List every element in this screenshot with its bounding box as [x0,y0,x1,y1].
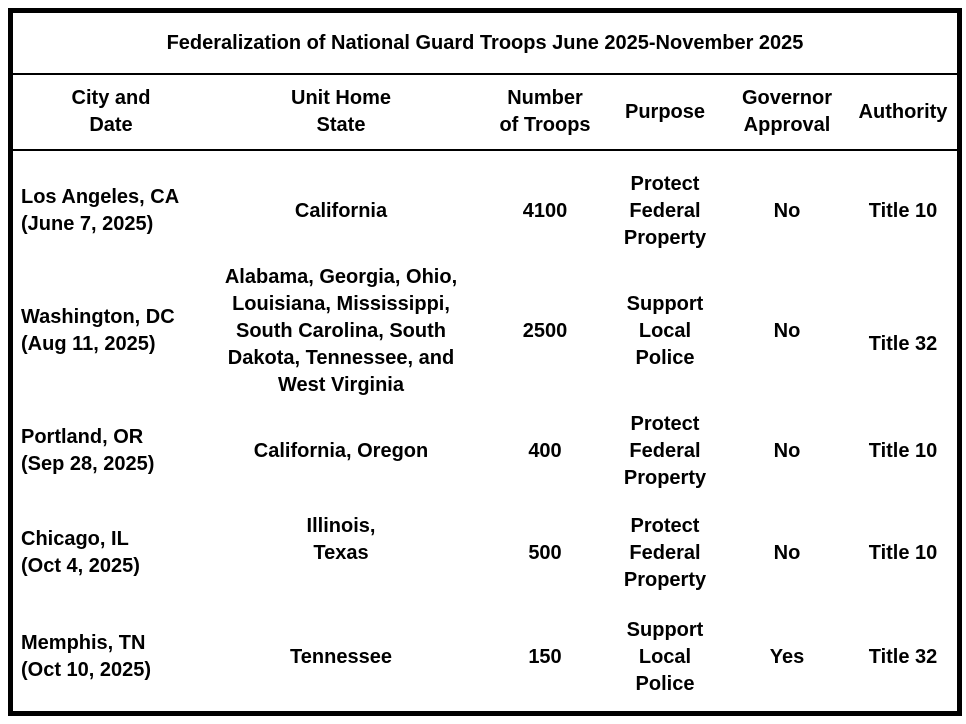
cell-approval: Yes [769,645,805,668]
cell-authority: Title 10 [868,439,938,462]
cell-city-date: Los Angeles, CA (June 7, 2025) [21,186,180,235]
table-row [13,261,957,401]
cell-home-state: Illinois, Texas [306,515,376,564]
cell-home-state: California, Oregon [253,439,429,462]
table-title: Federalization of National Guard Troops June 2025-November 2025 [13,13,957,75]
cell-purpose: Support Local Police [626,292,704,369]
cell-city-date: Chicago, IL (Oct 4, 2025) [21,528,140,577]
table-header-row [13,75,957,151]
cell-authority: Title 32 [868,332,938,355]
cell-city-date: Portland, OR (Sep 28, 2025) [21,426,155,475]
cell-approval: No [773,541,801,564]
header-authority: Authority [858,100,948,123]
header-city-date: City and Date [71,87,151,136]
header-troops: Number of Troops [499,87,591,136]
cell-troops: 400 [528,439,562,462]
table-frame [8,8,962,716]
cell-approval: No [773,199,801,222]
cell-troops: 2500 [522,319,568,342]
cell-authority: Title 10 [868,541,938,564]
cell-approval: No [773,439,801,462]
cell-city-date: Washington, DC (Aug 11, 2025) [21,306,175,355]
cell-home-state: Tennessee [290,645,392,668]
cell-city-date: Memphis, TN (Oct 10, 2025) [21,632,152,681]
cell-purpose: Protect Federal Property [623,412,707,489]
cell-home-state: Alabama, Georgia, Ohio, Louisiana, Mississippi, South Carolina, South Dakota, Tennessee, and West Virginia [224,265,458,396]
table-row [13,161,957,261]
header-purpose: Purpose [624,100,706,123]
cell-home-state: California [294,199,388,222]
cell-troops: 4100 [522,199,568,222]
header-home-state: Unit Home State [291,87,391,136]
table-row [13,401,957,501]
cell-authority: Title 10 [868,199,938,222]
table-row [13,607,957,707]
header-approval: Governor Approval [741,87,833,136]
cell-purpose: Protect Federal Property [623,172,707,249]
cell-authority: Title 32 [868,645,938,668]
table-row [13,503,957,603]
cell-troops: 500 [528,541,562,564]
cell-purpose: Protect Federal Property [623,514,707,591]
cell-approval: No [773,319,801,342]
cell-purpose: Support Local Police [626,618,704,695]
cell-troops: 150 [528,645,562,668]
